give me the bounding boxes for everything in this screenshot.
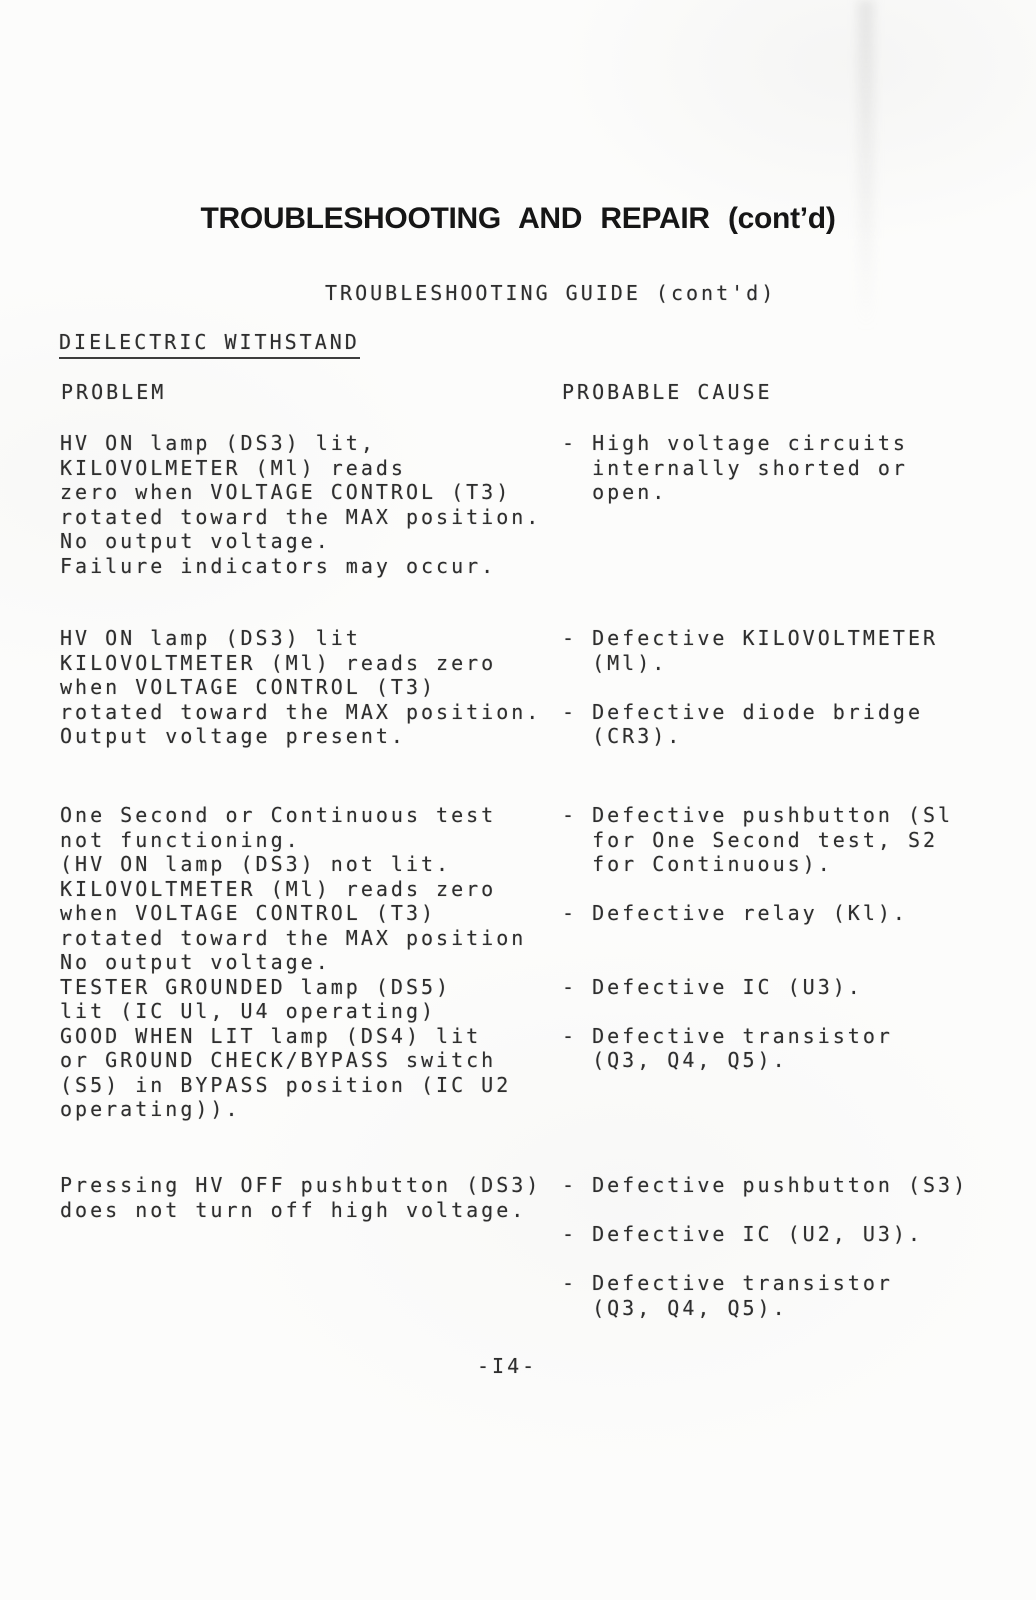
text-line: or GROUND CHECK/BYPASS switch xyxy=(60,1048,497,1072)
text-line: (HV ON lamp (DS3) not lit. xyxy=(60,852,452,876)
column-header-problem: PROBLEM xyxy=(61,380,167,404)
guide-subtitle: TROUBLESHOOTING GUIDE (cont'd) xyxy=(325,281,777,305)
text-line xyxy=(562,1247,1032,1272)
text-line: Pressing HV OFF pushbutton (DS3) xyxy=(60,1173,542,1197)
text-line: when VOLTAGE CONTROL (T3) xyxy=(60,901,437,925)
cause-cell xyxy=(562,431,1032,505)
text-line: KILOVOLMETER (Ml) reads xyxy=(60,455,406,480)
text-line: KILOVOLTMETER (Ml) reads zero xyxy=(60,650,497,675)
text-line: KILOVOLTMETER (Ml) reads zero xyxy=(60,876,497,901)
text-line: GOOD WHEN LIT lamp (DS4) lit xyxy=(60,1023,482,1048)
text-line: (Q3, Q4, Q5). xyxy=(562,1048,788,1072)
text-line xyxy=(562,999,1032,1024)
text-line: open. xyxy=(562,480,668,504)
text-line: - Defective transistor xyxy=(562,1023,893,1048)
text-line: internally shorted or xyxy=(562,455,908,480)
text-line: Output voltage present. xyxy=(60,724,406,748)
cause-cell xyxy=(562,1173,1032,1320)
text-line: when VOLTAGE CONTROL (T3) xyxy=(60,675,437,699)
text-line: (CR3). xyxy=(562,724,683,748)
text-line: One Second or Continuous test xyxy=(60,803,497,827)
text-line xyxy=(562,950,1032,975)
text-line xyxy=(562,1198,1032,1223)
text-line: No output voltage. xyxy=(60,529,331,553)
text-line: - High voltage circuits xyxy=(562,431,908,455)
text-line: (S5) in BYPASS position (IC U2 xyxy=(60,1072,512,1097)
cause-cell xyxy=(562,626,1032,749)
page-title: TROUBLESHOOTING AND REPAIR (cont’d) xyxy=(200,202,836,236)
text-line: Failure indicators may occur. xyxy=(60,553,497,578)
text-line: - Defective KILOVOLTMETER xyxy=(562,626,939,650)
text-line: HV ON lamp (DS3) lit xyxy=(60,626,361,650)
text-line: (Ml). xyxy=(562,650,668,675)
text-line: lit (IC Ul, U4 operating) xyxy=(60,999,437,1023)
text-line: rotated toward the MAX position. xyxy=(60,699,542,724)
problem-cell xyxy=(60,626,560,749)
scan-artifact-streak xyxy=(858,0,874,330)
text-line: - Defective pushbutton (Sl xyxy=(562,803,954,827)
page-number: -I4- xyxy=(477,1354,538,1378)
problem-cell xyxy=(60,803,560,1122)
text-line xyxy=(562,675,1032,700)
text-line: for One Second test, S2 xyxy=(562,827,939,852)
problem-cell xyxy=(60,1173,560,1222)
text-line: - Defective diode bridge xyxy=(562,699,923,724)
text-line xyxy=(562,926,1032,951)
text-line: - Defective transistor xyxy=(562,1271,893,1295)
text-line: operating)). xyxy=(60,1097,241,1121)
text-line: for Continuous). xyxy=(562,852,833,876)
text-line: No output voltage. xyxy=(60,950,331,974)
text-line: - Defective pushbutton (S3) xyxy=(562,1173,969,1197)
cause-cell xyxy=(562,803,1032,1073)
text-line: zero when VOLTAGE CONTROL (T3) xyxy=(60,480,512,504)
text-line: - Defective IC (U2, U3). xyxy=(562,1222,923,1246)
text-line: - Defective relay (Kl). xyxy=(562,901,908,925)
text-line: rotated toward the MAX position. xyxy=(60,504,542,529)
text-line: (Q3, Q4, Q5). xyxy=(562,1295,788,1320)
text-line: not functioning. xyxy=(60,827,301,852)
text-line: TESTER GROUNDED lamp (DS5) xyxy=(60,974,452,999)
text-line xyxy=(562,877,1032,902)
section-heading: DIELECTRIC WITHSTAND xyxy=(59,330,360,359)
text-line: - Defective IC (U3). xyxy=(562,974,863,999)
text-line: does not turn off high voltage. xyxy=(60,1197,527,1222)
column-header-cause: PROBABLE CAUSE xyxy=(562,380,773,404)
text-line: rotated toward the MAX position xyxy=(60,925,527,950)
problem-cell xyxy=(60,431,560,578)
text-line: HV ON lamp (DS3) lit, xyxy=(60,431,376,455)
